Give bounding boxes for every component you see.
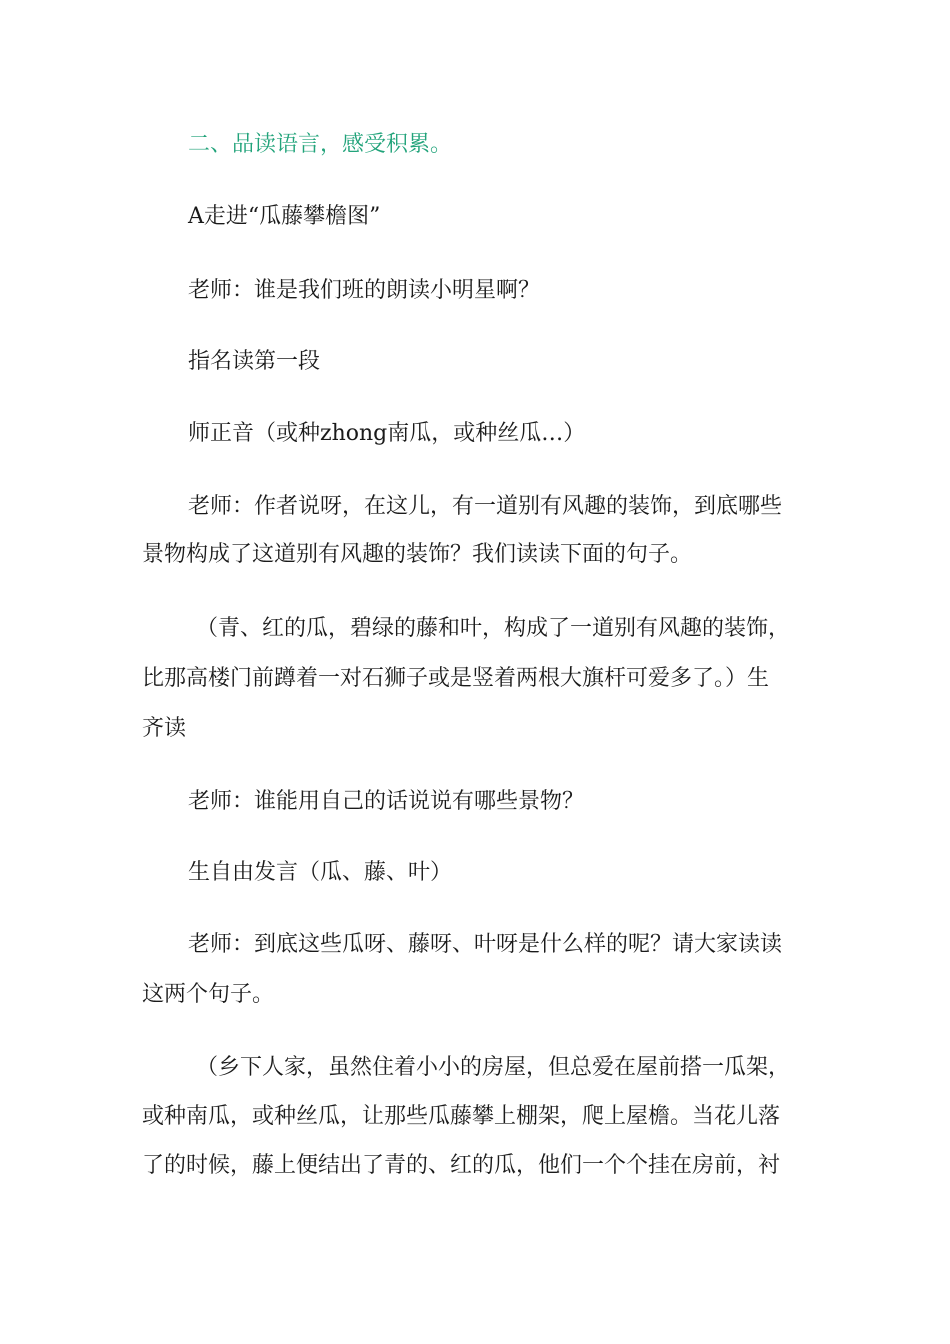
paragraph-9-line-2: 或种南瓜，或种丝瓜，让那些瓜藤攀上棚架，爬上屋檐。当花儿落 [142,1104,781,1129]
paragraph-7: 生自由发言（瓜、藤、叶） [188,860,453,885]
paragraph-5-line-3: 齐读 [142,716,187,741]
paragraph-8-line-2: 这两个句子。 [142,982,275,1007]
paragraph-5-line-1: （青、红的瓜，碧绿的藤和叶，构成了一道别有风趣的装饰， [196,616,791,641]
paragraph-8-line-1: 老师：到底这些瓜呀、藤呀、叶呀是什么样的呢？请大家读读 [188,932,783,957]
paragraph-2: 指名读第一段 [188,349,321,374]
paragraph-6: 老师：谁能用自己的话说说有哪些景物？ [188,789,585,814]
section-heading: 二、品读语言，感受积累。 [188,132,453,157]
paragraph-1: 老师：谁是我们班的朗读小明星啊？ [188,278,541,303]
paragraph-9-line-3: 了的时候，藤上便结出了青的、红的瓜，他们一个个挂在房前，衬 [142,1153,781,1178]
paragraph-4-line-1: 老师：作者说呀，在这儿，有一道别有风趣的装饰，到底哪些 [188,494,783,519]
paragraph-4-line-2: 景物构成了这道别有风趣的装饰？我们读读下面的句子。 [142,542,693,567]
paragraph-5-line-2: 比那高楼门前蹲着一对石狮子或是竖着两根大旗杆可爱多了。）生 [142,666,770,691]
subheading: A走进“瓜藤攀檐图” [188,204,381,229]
paragraph-9-line-1: （乡下人家，虽然住着小小的房屋，但总爱在屋前搭一瓜架， [196,1055,791,1080]
paragraph-3: 师正音（或种zhong南瓜，或种丝瓜…） [188,421,586,446]
